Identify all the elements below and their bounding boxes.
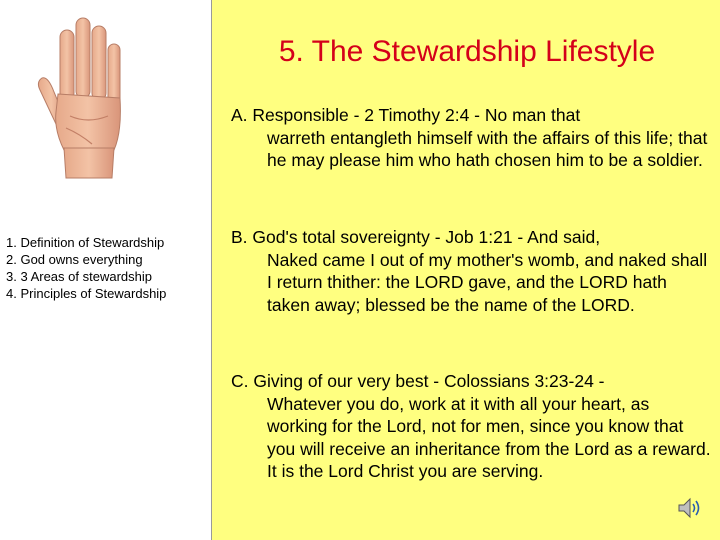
outline-item: 3. 3 Areas of stewardship [6,269,152,284]
outline-item: 1. Definition of Stewardship [6,235,165,250]
point-c [231,370,711,483]
point-a [231,104,711,172]
point-b-text: Naked came I out of my mother's womb, and naked shall I return thither: the LORD gave, and the LORD hath taken away; blessed be the name of the LORD. [267,249,708,315]
open-hand-icon [30,12,138,180]
slide-title: 5. The Stewardship Lifestyle [278,35,656,68]
point-b [231,226,711,316]
outline-item: 4. Principles of Stewardship [6,286,167,301]
point-a-heading: A. Responsible - 2 Timothy 2:4 - No man that [231,105,581,125]
left-panel [0,0,212,540]
outline-item: 2. God owns everything [6,252,143,267]
point-c-heading: C. Giving of our very best - Colossians 3:23-24 - [231,371,605,391]
speaker-icon[interactable] [676,495,702,521]
point-c-text: Whatever you do, work at it with all your heart, as working for the Lord, not for men, since you know that you will receive an inheritance from the Lord as a reward. It is the Lord Christ you are serving. [267,393,711,481]
outline-list [6,234,166,302]
point-a-text: warreth entangleth himself with the affairs of this life; that he may please him who hath chosen him to be a soldier. [267,127,708,170]
point-b-heading: B. God's total sovereignty - Job 1:21 - And said, [231,227,601,247]
